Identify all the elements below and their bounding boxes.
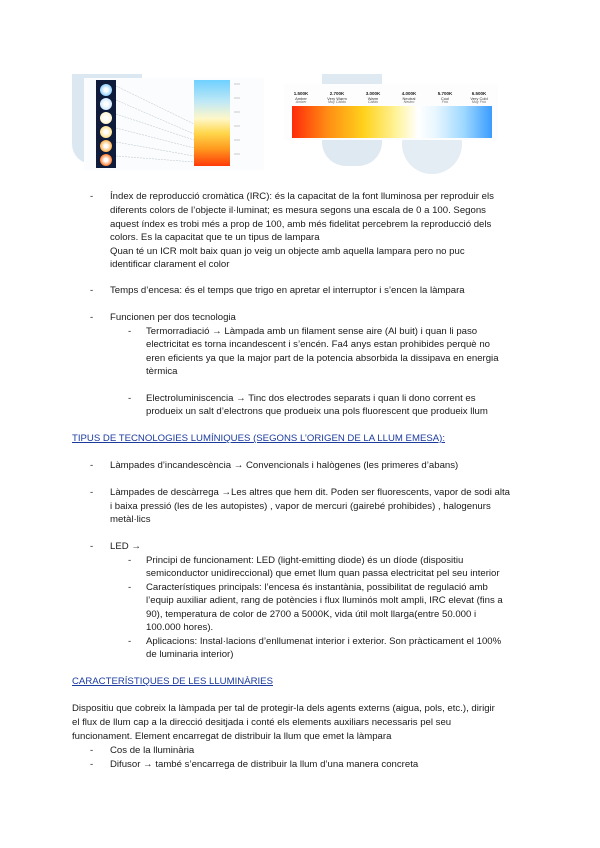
list-dash: - (90, 285, 94, 296)
text-line: el flux de llum cap a la direcció desitjada i conté els elements auxiliars necessaris pel seu (72, 717, 452, 728)
list-dash: - (90, 759, 94, 770)
text-line: Electroluminiscencia → Tinc dos electrodes separats i quan li dono corrent es (146, 393, 476, 404)
text-line: funcionament. Element encarregat de distribuir la llum que emet la làmpara (72, 731, 392, 742)
text-line: eren eficients ya que la major part de la potencia absorbida la dissipava en energia (146, 353, 499, 364)
list-dash: - (128, 555, 132, 566)
text-line: Cos de la lluminària (110, 745, 195, 756)
text-line: de luminaria interior) (146, 649, 234, 660)
list-dash: - (128, 582, 132, 593)
text-line: Làmpades d’incandescència → Convencionals i halògenes (les primeres d’abans) (110, 460, 459, 471)
list-dash: - (90, 312, 94, 323)
lamp-icon (100, 112, 112, 124)
lamp-icon (100, 98, 112, 110)
text-line: Principi de funcionament: LED (light-emitting diode) és un díode (dispositiu (146, 555, 464, 566)
list-dash: - (128, 393, 132, 404)
lamp-icon (100, 126, 112, 138)
lamp-icon (100, 140, 112, 152)
text-line: l’equip auxiliar adient, rang de potències i flux lluminós molt ampli, IRC elevat (fins a (146, 595, 503, 606)
color-temperature-gradient (292, 106, 492, 138)
list-dash: - (90, 487, 94, 498)
list-dash: - (90, 541, 94, 552)
cct-label: 4.000K Neutral Neutro (401, 91, 417, 104)
list-dash: - (128, 326, 132, 337)
list-dash: - (90, 191, 94, 202)
text-line: metàl·lics (110, 514, 151, 525)
lamp-column (96, 80, 116, 168)
text-line: Difusor → també s’encarrega de distribuir la llum d’una manera concreta (110, 759, 419, 770)
text-line: electricitat es torna incandescent i s’encén. Fa4 anys estan prohibides perquè no (146, 339, 490, 350)
text-line: produeix un salt d’electrons que produeix una pols fluorescent que produeix llum (146, 406, 488, 417)
text-line: Funcionen per dos tecnologia (110, 312, 236, 323)
text-line: Termorradiació → Làmpada amb un filament sense aire (Al buit) i quan li paso (146, 326, 478, 337)
cct-label: 2.700K Very Warm Muy Cálido (327, 91, 347, 104)
list-dash: - (90, 745, 94, 756)
cct-label: 3.000K Warm Cálido (365, 91, 381, 104)
text-line: semiconductor unidireccional) que emet llum quan passa electricitat pel seu interior (146, 568, 500, 579)
lamp-icon (100, 84, 112, 96)
text-line: Temps d’encesa: és el temps que trigo en apretar el interruptor i s’encen la làmpara (110, 285, 465, 296)
text-line: LED → (110, 541, 141, 552)
lamp-comparison-image (84, 78, 264, 170)
text-line: i baixa pressió (les de les autopistes) , vapor de mercuri (gairebé prohibides) , halogenurs (110, 501, 491, 512)
text-line: Aplicacions: Instal·lacions d’enllumenat interior i exterior. Son pràcticament el 100% (146, 636, 502, 647)
text-line: 90), temperatura de color de 2700 a 5000K, vida útil molt llarga(entre 50.000 i (146, 609, 477, 620)
text-line: Dispositiu que cobreix la làmpada per tal de protegir-la dels agents externs (aigua, pols, etc.), dirigir (72, 703, 495, 714)
section-heading: TIPUS DE TECNOLOGIES LUMÍNIQUES (SEGONS L’ORIGEN DE LA LLUM EMESA): (72, 433, 445, 444)
text-line: Característiques principals: l’encesa és instantània, possibilitat de regulació amb (146, 582, 488, 593)
cct-label: 6.500K Very Cold Muy Frío (470, 91, 488, 104)
text-line: Làmpades de descàrrega →Les altres que hem dit. Poden ser fluorescents, vapor de sodi alta (110, 487, 510, 498)
section-heading: CARACTERÍSTIQUES DE LES LLUMINÀRIES (72, 676, 273, 687)
text-line: aquest índex es trobi més a prop de 100, amb més fidelitat percebrem la reproducció dels (110, 219, 492, 230)
text-line: diferents colors de l’objecte il·luminat; es mesura segons una escala de 0 a 100. Segons (110, 205, 486, 216)
text-line: colors. Es la capacitat que te un tipus de lampara (110, 232, 320, 243)
lamp-icon (100, 154, 112, 166)
text-line: 100.000 hores). (146, 622, 214, 633)
color-temperature-bar (194, 80, 230, 166)
text-line: Quan té un ICR molt baix quan jo veig un objecte amb aquella lampara pero no puc (110, 246, 465, 257)
text-line: Índex de reproducció cromàtica (IRC): és la capacitat de la font lluminosa per reproduir els (110, 191, 494, 202)
list-dash: - (128, 636, 132, 647)
cct-label: 5.700K Cool Frío (437, 91, 453, 104)
cct-label: 1.500K Amber Amber (293, 91, 309, 104)
text-line: tèrmica (146, 366, 178, 377)
list-dash: - (90, 460, 94, 471)
text-line: identificar clarament el color (110, 259, 230, 270)
